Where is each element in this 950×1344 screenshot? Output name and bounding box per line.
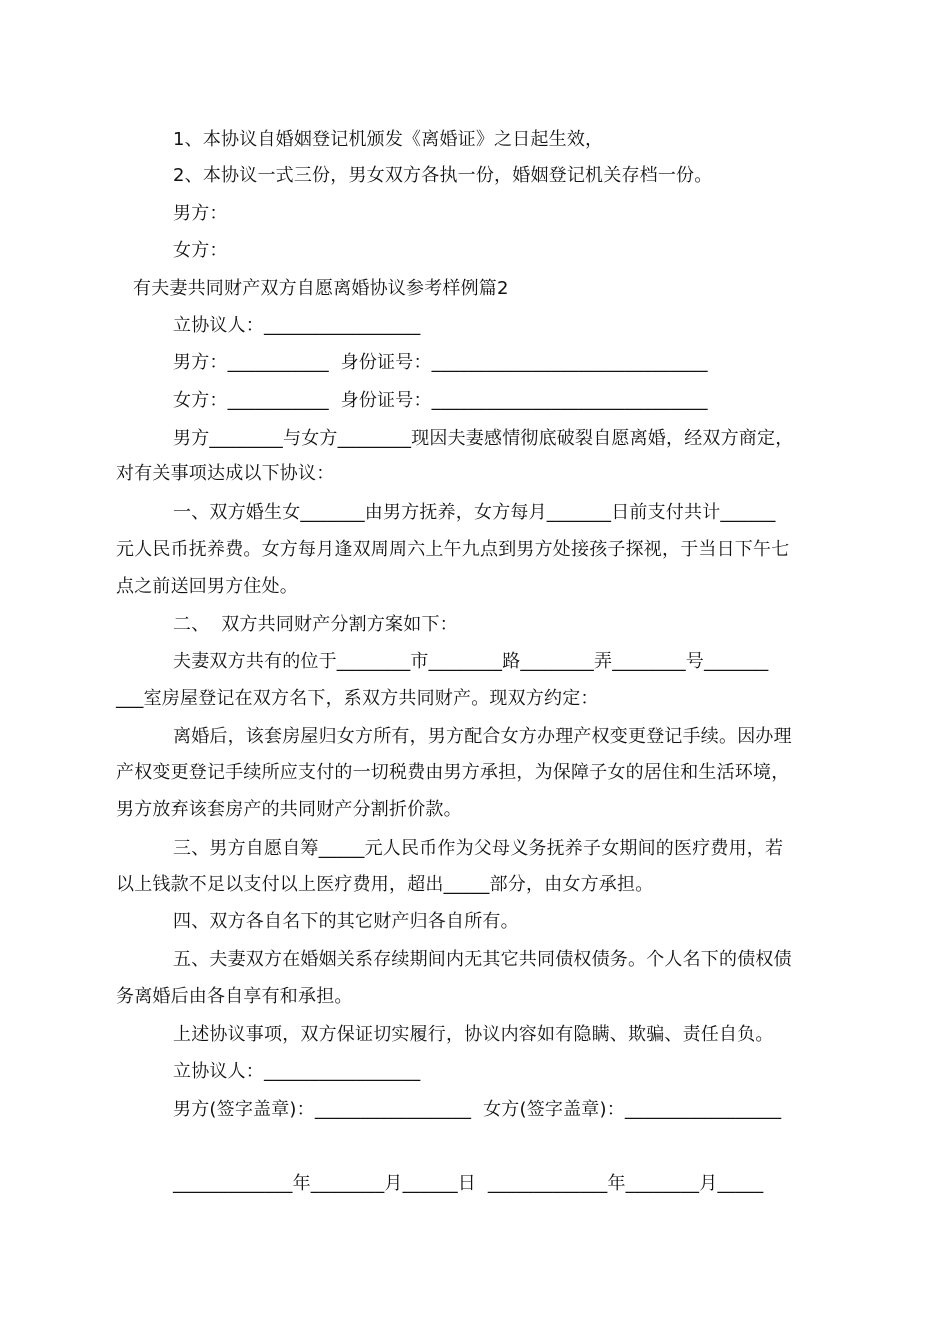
agreement-signatory-field: 立协议人：_________________ — [173, 315, 421, 336]
clause-5-line-1: 五、夫妻双方在婚姻关系存续期间内无其它共同债权债务。个人名下的债权债 — [173, 949, 792, 970]
male-party-label: 男方： — [173, 203, 228, 224]
clause-3-line-2: 以上钱款不足以支付以上医疗费用，超出_____部分，由女方承担。 — [116, 874, 654, 895]
property-location-line-2: ___室房屋登记在双方名下，系双方共同财产。现双方约定： — [116, 688, 599, 709]
property-terms-line-1: 离婚后，该套房屋归女方所有，男方配合女方办理产权变更登记手续。因办理 — [173, 726, 792, 747]
property-terms-line-2: 产权变更登记手续所应支付的一切税费由男方承担，为保障子女的居住和生活环境， — [116, 762, 790, 783]
date-fields: _____________年________月______日 _____________年________月_____ — [173, 1173, 764, 1194]
female-id-field: 女方：___________ 身份证号：______________________________ — [173, 390, 708, 411]
signature-fields: 男方(签字盖章)：_________________ 女方(签字盖章)：_________________ — [173, 1099, 782, 1120]
preamble-line-1: 男方________与女方________现因夫妻感情彻底破裂自愿离婚，经双方商定， — [173, 428, 794, 449]
clause-1-line-2: 元人民币抚养费。女方每月逢双周周六上午九点到男方处接孩子探视，于当日下午七 — [116, 539, 790, 560]
clause-1-line-1: 一、双方婚生女_______由男方抚养，女方每月_______日前支付共计______ — [173, 502, 776, 523]
guarantee-statement: 上述协议事项，双方保证切实履行，协议内容如有隐瞒、欺骗、责任自负。 — [173, 1024, 774, 1045]
clause-2-heading: 二、 双方共同财产分割方案如下： — [173, 614, 458, 635]
clause-copies: 2、本协议一式三份，男女双方各执一份，婚姻登记机关存档一份。 — [173, 165, 713, 186]
section-heading: 有夫妻共同财产双方自愿离婚协议参考样例篇2 — [133, 278, 509, 299]
agreement-signatory-field-2: 立协议人：_________________ — [173, 1061, 421, 1082]
clause-effective-date: 1、本协议自婚姻登记机颁发《离婚证》之日起生效， — [173, 129, 604, 150]
clause-4: 四、双方各自名下的其它财产归各自所有。 — [173, 911, 519, 932]
preamble-line-2: 对有关事项达成以下协议： — [116, 463, 335, 484]
property-terms-line-3: 男方放弃该套房产的共同财产分割折价款。 — [116, 799, 462, 820]
clause-5-line-2: 务离婚后由各自享有和承担。 — [116, 986, 353, 1007]
property-location-line-1: 夫妻双方共有的位于________市________路________弄________号_______ — [173, 651, 769, 672]
female-party-label: 女方： — [173, 240, 228, 261]
clause-3-line-1: 三、男方自愿自筹_____元人民币作为父母义务抚养子女期间的医疗费用，若 — [173, 838, 784, 859]
clause-1-line-3: 点之前送回男方住处。 — [116, 576, 298, 597]
male-id-field: 男方：___________ 身份证号：______________________________ — [173, 352, 708, 373]
